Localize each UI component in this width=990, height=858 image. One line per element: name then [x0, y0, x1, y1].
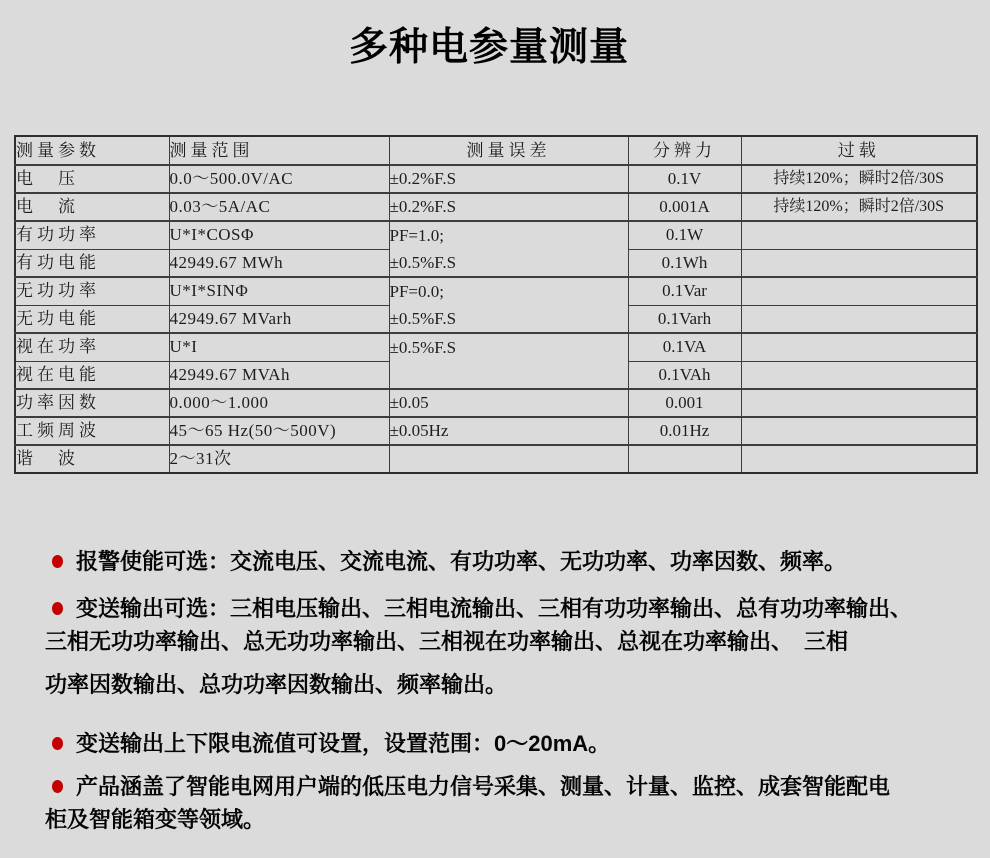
cell-overload: [741, 249, 977, 277]
cell-resolution: 0.1Var: [628, 277, 741, 305]
cell-resolution: 0.1Wh: [628, 249, 741, 277]
bullet-text: 报警使能可选：交流电压、交流电流、有功功率、无功功率、功率因数、频率。: [76, 549, 847, 574]
bullet-item-alarm: [45, 545, 975, 578]
cell-range: U*I: [169, 333, 389, 361]
error-line-1: PF=0.0;: [389, 282, 444, 301]
cell-overload: [741, 221, 977, 249]
cell-param: 视在电能: [15, 361, 169, 389]
cell-overload: [741, 277, 977, 305]
cell-resolution: 0.01Hz: [628, 417, 741, 445]
cell-range: 42949.67 MWh: [169, 249, 389, 277]
table-header-row: [15, 136, 977, 165]
measurement-spec-table: [14, 135, 978, 474]
cell-range: 45～65 Hz(50～500V): [169, 417, 389, 445]
cell-overload: [741, 333, 977, 361]
cell-range: 0.0～500.0V/AC: [169, 165, 389, 193]
table-row: [15, 165, 977, 193]
cell-param: 无功电能: [15, 305, 169, 333]
cell-error-merged: [389, 221, 628, 277]
red-bullet-icon: [52, 780, 63, 793]
cell-range: 2～31次: [169, 445, 389, 473]
red-bullet-icon: [52, 555, 63, 568]
table-row: [15, 277, 977, 305]
table-row: [15, 389, 977, 417]
cell-param: 电 流: [15, 193, 169, 221]
red-bullet-icon: [52, 737, 63, 750]
table-row: [15, 333, 977, 361]
error-line-1: ±0.5%F.S: [389, 338, 457, 357]
col-header-resolution: 分辨力: [628, 136, 741, 165]
cell-resolution: 0.1VAh: [628, 361, 741, 389]
cell-overload: [741, 361, 977, 389]
cell-overload: 持续120%；瞬时2倍/30S: [741, 165, 977, 193]
cell-resolution: 0.001: [628, 389, 741, 417]
bullet-item-transmit-output: [45, 592, 975, 658]
bullet-item-current-limit: [45, 727, 975, 760]
cell-error: [389, 445, 628, 473]
bullet-item-application: [45, 770, 975, 836]
cell-range: U*I*COSΦ: [169, 221, 389, 249]
col-header-range: 测量范围: [169, 136, 389, 165]
cell-overload: [741, 417, 977, 445]
cell-overload: [741, 305, 977, 333]
table-row: [15, 193, 977, 221]
cell-error-merged: [389, 333, 628, 389]
cell-resolution: 0.1Varh: [628, 305, 741, 333]
cell-param: 有功电能: [15, 249, 169, 277]
cell-resolution: 0.1W: [628, 221, 741, 249]
cell-error: ±0.2%F.S: [389, 165, 628, 193]
bullet-text: 功率因数输出、总功功率因数输出、频率输出。: [45, 672, 508, 697]
cell-param: 功率因数: [15, 389, 169, 417]
cell-overload: [741, 389, 977, 417]
cell-resolution: [628, 445, 741, 473]
cell-error-merged: [389, 277, 628, 333]
feature-bullet-list: [45, 545, 975, 836]
cell-error: ±0.2%F.S: [389, 193, 628, 221]
error-line-1: PF=1.0;: [389, 226, 444, 245]
cell-param: 视在功率: [15, 333, 169, 361]
cell-range: U*I*SINΦ: [169, 277, 389, 305]
cell-range: 42949.67 MVAh: [169, 361, 389, 389]
col-header-overload: 过载: [741, 136, 977, 165]
cell-error: ±0.05: [389, 389, 628, 417]
col-header-param: 测量参数: [15, 136, 169, 165]
cell-param: 有功功率: [15, 221, 169, 249]
red-bullet-icon: [52, 602, 63, 615]
cell-resolution: 0.001A: [628, 193, 741, 221]
cell-error: ±0.05Hz: [389, 417, 628, 445]
cell-resolution: 0.1V: [628, 165, 741, 193]
error-line-2: ±0.5%F.S: [389, 309, 457, 328]
bullet-text: 产品涵盖了智能电网用户端的低压电力信号采集、测量、计量、监控、成套智能配电: [76, 774, 891, 799]
cell-resolution: 0.1VA: [628, 333, 741, 361]
cell-overload: 持续120%；瞬时2倍/30S: [741, 193, 977, 221]
bullet-text: 变送输出上下限电流值可设置，设置范围：0～20mA。: [76, 731, 611, 756]
cell-range: 42949.67 MVarh: [169, 305, 389, 333]
cell-param: 无功功率: [15, 277, 169, 305]
col-header-error: 测量误差: [389, 136, 628, 165]
error-line-2: ±0.5%F.S: [389, 253, 457, 272]
error-line-2: [390, 361, 628, 388]
bullet-continuation: [45, 668, 975, 701]
page-title: 多种电参量测量: [348, 26, 629, 69]
cell-param: 谐 波: [15, 445, 169, 473]
cell-range: 0.03～5A/AC: [169, 193, 389, 221]
bullet-text: 变送输出可选：三相电压输出、三相电流输出、三相有功功率输出、总有功功率输出、: [76, 596, 913, 621]
cell-range: 0.000～1.000: [169, 389, 389, 417]
table-row: [15, 417, 977, 445]
cell-param: 电 压: [15, 165, 169, 193]
bullet-text: 柜及智能箱变等领域。: [45, 807, 266, 832]
cell-param: 工频周波: [15, 417, 169, 445]
bullet-text: 三相无功功率输出、总无功功率输出、三相视在功率输出、总视在功率输出、 三相: [45, 629, 849, 654]
table-row: [15, 221, 977, 249]
cell-overload: [741, 445, 977, 473]
table-row: [15, 445, 977, 473]
